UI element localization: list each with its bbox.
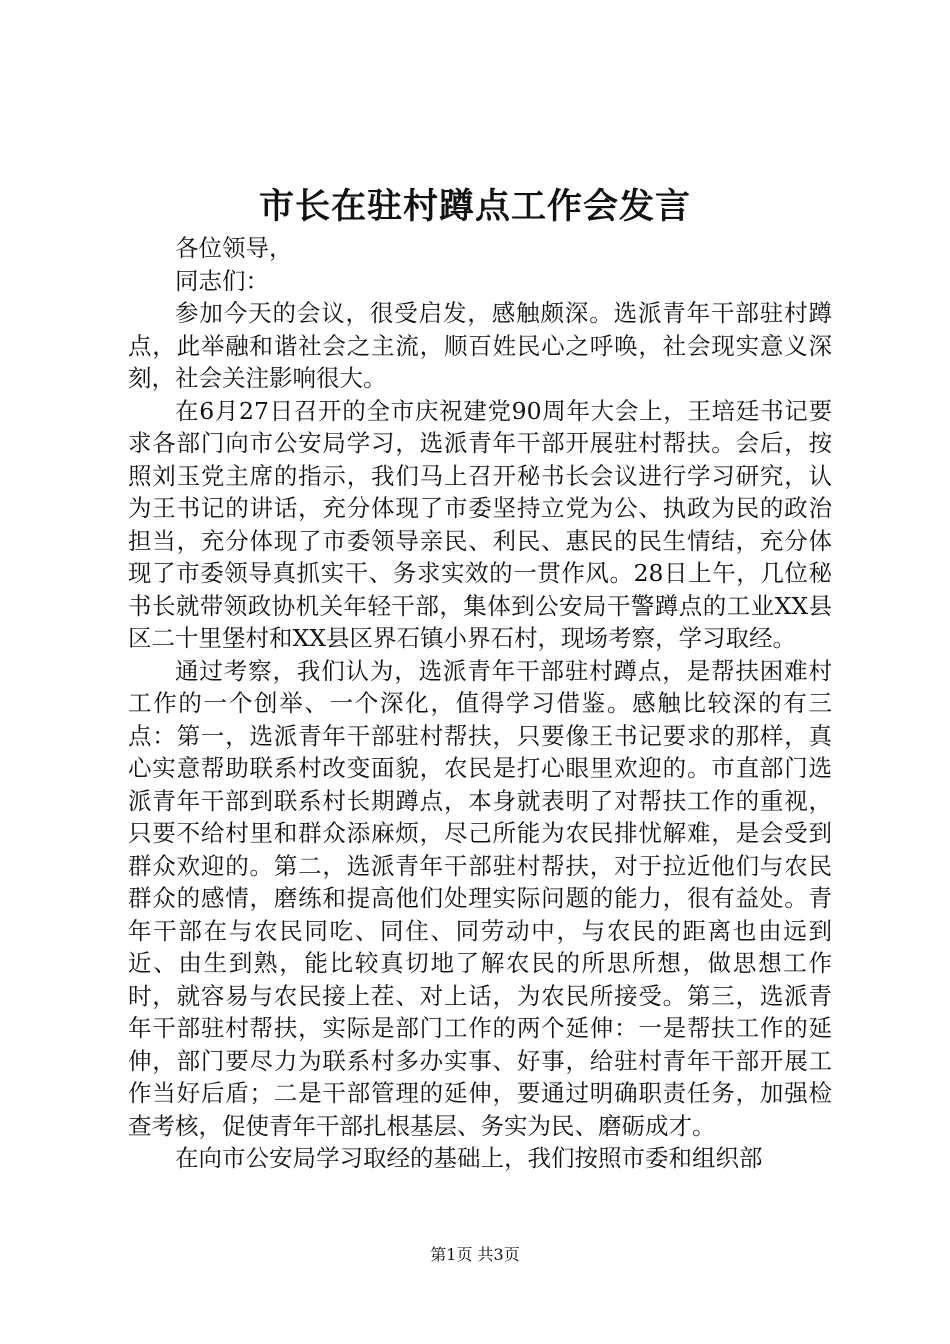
document-title: 市长在驻村蹲点工作会发言 — [258, 186, 691, 227]
paragraph-1: 参加今天的会议，很受启发，感触颇深。选派青年干部驻村蹲点，此举融和谐社会之主流，顺百姓民心之呼唤，社会现实意义深刻，社会关注影响很大。 — [128, 299, 832, 392]
paragraph-4: 在向市公安局学习取经的基础上，我们按照市委和组织部 — [175, 1144, 763, 1172]
salutation-leaders: 各位领导， — [175, 234, 293, 262]
paragraph-2: 在6月27日召开的全市庆祝建党90周年大会上，王培廷书记要求各部门向市公安局学习，选派青年干部开展驻村帮扶。会后，按照刘玉党主席的指示，我们马上召开秘书长会议进行学习研究，认为王书记的讲话，充分体现了市委坚持立党为公、执政为民的政治担当，充分体现了市委领导亲民、利民、惠民的民生情结，充分体现了市委领导真抓实干、务求实效的一贯作风。28日上午，几位秘书长就带领政协机关年轻干部，集体到公安局干警蹲点的工业XX县区二十里堡村和XX县区界石镇小界石村，现场考察，学习取经。 — [128, 396, 832, 652]
document-body — [128, 232, 832, 1175]
page-footer: 第1页 共3页 — [430, 1245, 520, 1264]
paragraph-3: 通过考察，我们认为，选派青年干部驻村蹲点，是帮扶困难村工作的一个创举、一个深化，值得学习借鉴。感触比较深的有三点：第一，选派青年干部驻村帮扶，只要像王书记要求的那样，真心实意帮助联系村改变面貌，农民是打心眼里欢迎的。市直部门选派青年干部到联系村长期蹲点，本身就表明了对帮扶工作的重视，只要不给村里和群众添麻烦，尽己所能为农民排忧解难，是会受到群众欢迎的。第二，选派青年干部驻村帮扶，对于拉近他们与农民群众的感情，磨练和提高他们处理实际问题的能力，很有益处。青年干部在与农民同吃、同住、同劳动中，与农民的距离也由远到近、由生到熟，能比较真切地了解农民的所思所想，做思想工作时，就容易与农民接上茬、对上话，为农民所接受。第三，选派青年干部驻村帮扶，实际是部门工作的两个延伸：一是帮扶工作的延伸，部门要尽力为联系村多办实事、好事，给驻村青年干部开展工作当好后盾；二是干部管理的延伸，要通过明确职责任务，加强检查考核，促使青年干部扎根基层、务实为民、磨砺成才。 — [128, 656, 832, 1140]
salutation-comrades: 同志们： — [175, 266, 269, 295]
